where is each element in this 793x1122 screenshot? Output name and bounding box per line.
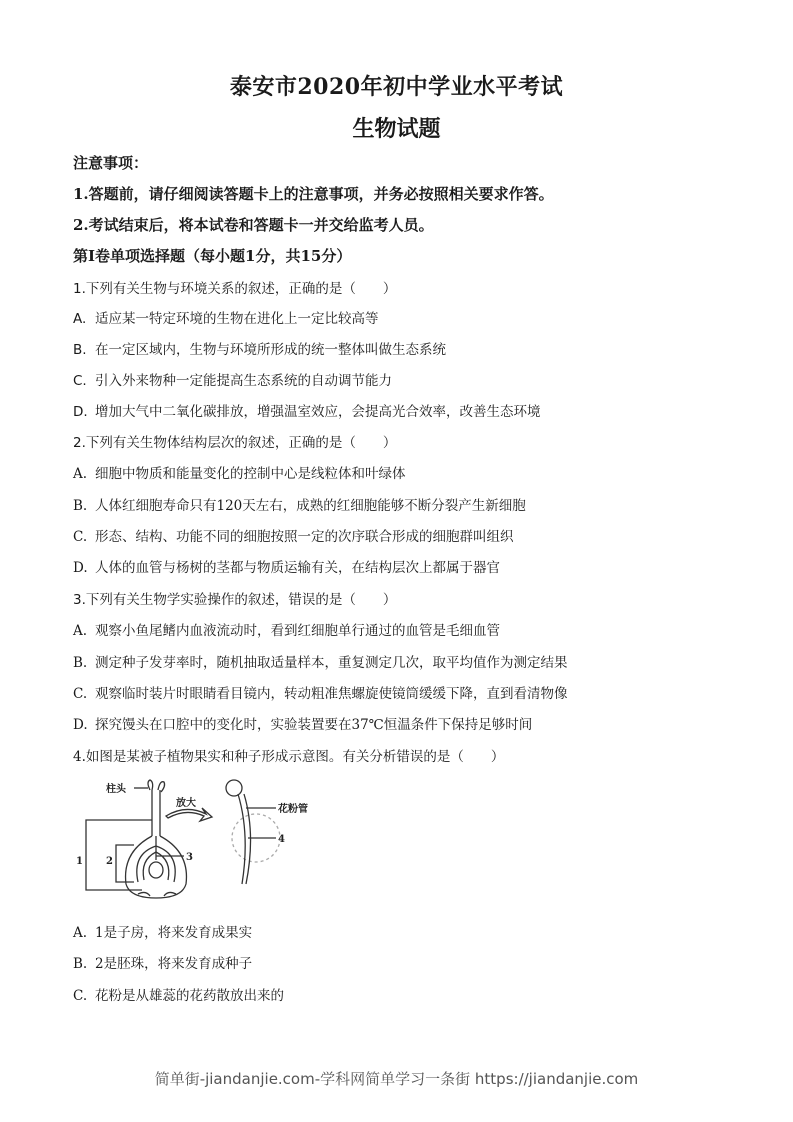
- question-1-option-b: [73, 338, 446, 358]
- option-label: B.: [73, 498, 88, 514]
- question-2-option-c: [73, 525, 514, 545]
- option-label: A.: [73, 925, 88, 941]
- question-3-option-c: [73, 682, 568, 702]
- question-2-option-a: [73, 462, 406, 482]
- question-2-option-d: [73, 556, 500, 576]
- note-item-1: 1.答题前，请仔细阅读答题卡上的注意事项，并务必按照相关要求作答。: [73, 185, 554, 203]
- watermark-footer: 简单街-jiandanjie.com-学科网简单学习一条街 https://jiandanjie.com: [154, 1070, 639, 1088]
- label-stigma: 柱头: [106, 784, 126, 795]
- option-label: A.: [73, 311, 87, 327]
- page-title: 泰安市2020年初中学业水平考试: [229, 74, 564, 100]
- section-title: 第Ⅰ卷单项选择题（每小题1分，共15分）: [73, 247, 352, 265]
- option-label: C.: [73, 373, 87, 389]
- option-label: C.: [73, 686, 88, 702]
- option-text: 观察临时装片时眼睛看目镜内，转动粗准焦螺旋使镜筒缓缓下降，直到看清物像: [95, 686, 568, 702]
- question-1-stem: 1.下列有关生物与环境关系的叙述，正确的是（ ）: [73, 281, 397, 297]
- option-text: 增加大气中二氧化碳排放，增强温室效应，会提高光合效率，改善生态环境: [95, 404, 541, 420]
- option-label: B.: [73, 655, 88, 671]
- option-text: 测定种子发芽率时，随机抽取适量样本，重复测定几次，取平均值作为测定结果: [95, 655, 568, 671]
- label-magnify: 放大: [176, 798, 196, 809]
- option-text: 人体的血管与杨树的茎都与物质运输有关，在结构层次上都属于器官: [95, 560, 500, 576]
- option-label: C.: [73, 529, 88, 545]
- question-3-option-a: [73, 619, 500, 639]
- option-text: 细胞中物质和能量变化的控制中心是线粒体和叶绿体: [95, 466, 406, 482]
- question-4-option-c: [73, 984, 284, 1004]
- label-pollen-tube: 花粉管: [278, 804, 308, 815]
- label-2: 2: [106, 856, 113, 867]
- option-label: D.: [73, 717, 88, 733]
- label-3: 3: [186, 852, 193, 863]
- page-subtitle: 生物试题: [352, 116, 441, 142]
- option-label: B.: [73, 342, 87, 358]
- question-4-option-a: [73, 921, 252, 941]
- option-text: 人体红细胞寿命只有120天左右，成熟的红细胞能够不断分裂产生新细胞: [95, 498, 526, 514]
- option-label: A.: [73, 623, 88, 639]
- question-2-stem: 2.下列有关生物体结构层次的叙述，正确的是（ ）: [73, 435, 397, 451]
- question-3-option-d: [73, 713, 532, 733]
- question-3-stem: 3.下列有关生物学实验操作的叙述，错误的是（ ）: [73, 592, 397, 608]
- flower-fertilization-diagram: [72, 776, 322, 906]
- option-text: 观察小鱼尾鳍内血液流动时，看到红细胞单行通过的血管是毛细血管: [95, 623, 500, 639]
- option-label: B.: [73, 956, 88, 972]
- label-4: 4: [278, 834, 285, 845]
- option-label: D.: [73, 404, 88, 420]
- question-1-option-c: [73, 369, 392, 389]
- question-2-option-b: [73, 494, 526, 514]
- question-4-stem: 4.如图是某被子植物果实和种子形成示意图。有关分析错误的是（ ）: [73, 749, 505, 765]
- notes-heading: 注意事项：: [73, 154, 149, 172]
- option-text: 1是子房，将来发育成果实: [95, 925, 253, 941]
- option-text: 适应某一特定环境的生物在进化上一定比较高等: [95, 311, 379, 327]
- option-label: A.: [73, 466, 88, 482]
- option-text: 探究馒头在口腔中的变化时，实验装置要在37℃恒温条件下保持足够时间: [95, 717, 533, 733]
- question-3-option-b: [73, 651, 568, 671]
- label-1: 1: [76, 856, 83, 867]
- question-1-option-d: [73, 400, 541, 420]
- option-text: 2是胚珠，将来发育成种子: [95, 956, 253, 972]
- option-text: 引入外来物种一定能提高生态系统的自动调节能力: [95, 373, 392, 389]
- question-1-option-a: [73, 307, 379, 327]
- option-text: 形态、结构、功能不同的细胞按照一定的次序联合形成的细胞群叫组织: [95, 529, 514, 545]
- option-label: C.: [73, 988, 88, 1004]
- option-text: 花粉是从雄蕊的花药散放出来的: [95, 988, 284, 1004]
- option-label: D.: [73, 560, 88, 576]
- question-4-option-b: [73, 952, 252, 972]
- note-item-2: 2.考试结束后，将本试卷和答题卡一并交给监考人员。: [73, 216, 434, 234]
- option-text: 在一定区域内，生物与环境所形成的统一整体叫做生态系统: [95, 342, 446, 358]
